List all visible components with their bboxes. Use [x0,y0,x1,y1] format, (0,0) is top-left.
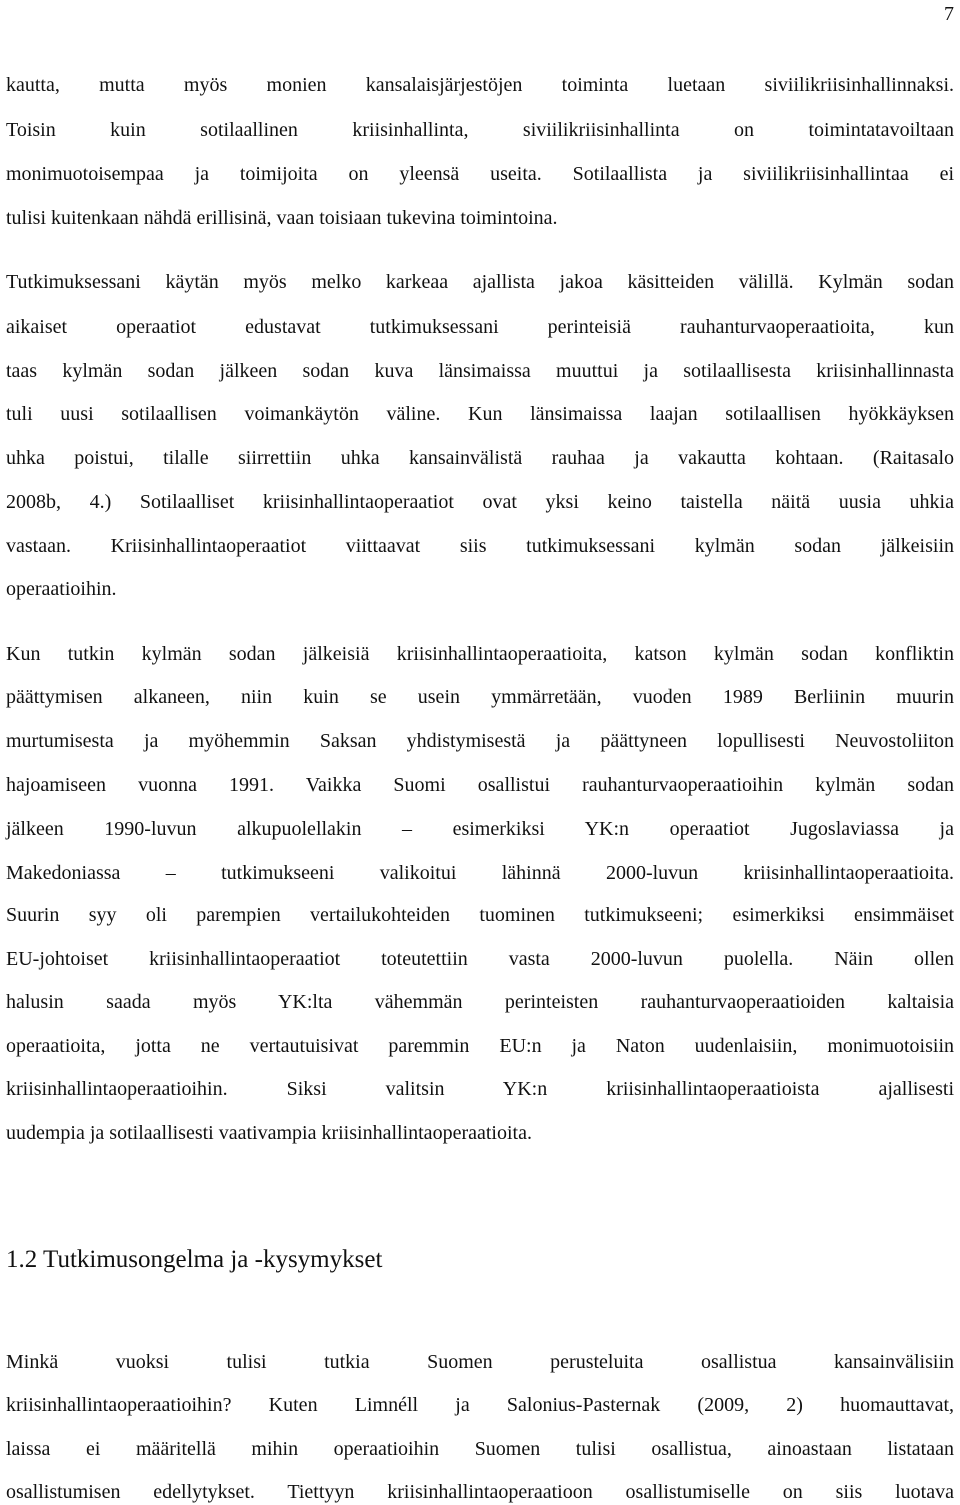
text-line: halusin saada myös YK:lta vähemmän perinteisten rauhanturvaoperaatioiden kaltaisia [6,991,954,1013]
text-line: taas kylmän sodan jälkeen sodan kuva länsimaissa muuttui ja sotilaallisesta kriisinhallinnasta [6,360,954,382]
text-line: jälkeen 1990-luvun alkupuolellakin – esimerkiksi YK:n operaatiot Jugoslaviassa ja [6,818,954,840]
text-line: osallistumisen edellytykset. Tiettyyn kriisinhallintaoperaatioon osallistumiselle on siis luotava [6,1481,954,1503]
text-line: murtumisesta ja myöhemmin Saksan yhdistymisestä ja päättyneen lopullisesti Neuvostoliiton [6,730,954,752]
text-line: vastaan. Kriisinhallintaoperaatiot viittaavat siis tutkimuksessani kylmän sodan jälkeisiin [6,535,954,557]
text-line: kautta, mutta myös monien kansalaisjärjestöjen toiminta luetaan siviilikriisinhallinnaksi. [6,74,954,96]
text-line: laissa ei määritellä mihin operaatioihin Suomen tulisi osallistua, ainoastaan listataan [6,1438,954,1460]
text-line: operaatioihin. [6,578,117,600]
text-line: Makedoniassa – tutkimukseeni valikoitui lähinnä 2000-luvun kriisinhallintaoperaatioita. [6,862,954,884]
text-line: Suurin syy oli parempien vertailukohteiden tuominen tutkimukseeni; esimerkiksi ensimmäiset [6,904,954,926]
text-line: monimuotoisempaa ja toimijoita on yleensä useita. Sotilaallista ja siviilikriisinhallintaa ei [6,163,954,185]
text-line: Tutkimuksessani käytän myös melko karkeaa ajallista jakoa käsitteiden välillä. Kylmän sodan [6,271,954,293]
text-line: tuli uusi sotilaallisen voimankäytön väline. Kun länsimaissa laajan sotilaallisen hyökkäyksen [6,403,954,425]
text-line: aikaiset operaatiot edustavat tutkimuksessani perinteisiä rauhanturvaoperaatioita, kun [6,316,954,338]
text-line: hajoamiseen vuonna 1991. Vaikka Suomi osallistui rauhanturvaoperaatioihin kylmän sodan [6,774,954,796]
text-line: operaatioita, jotta ne vertautuisivat paremmin EU:n ja Naton uudenlaisiin, monimuotoisiin [6,1035,954,1057]
text-line: kriisinhallintaoperaatioihin? Kuten Limnéll ja Salonius-Pasternak (2009, 2) huomauttavat, [6,1394,954,1416]
page-number: 7 [944,3,954,25]
text-line: Toisin kuin sotilaallinen kriisinhallinta, siviilikriisinhallinta on toimintatavoiltaan [6,119,954,141]
text-line: Kun tutkin kylmän sodan jälkeisiä kriisinhallintaoperaatioita, katson kylmän sodan konfliktin [6,643,954,665]
text-line: tulisi kuitenkaan nähdä erillisinä, vaan toisiaan tukevina toimintoina. [6,207,558,229]
text-line: 2008b, 4.) Sotilaalliset kriisinhallintaoperaatiot ovat yksi keino taistella näitä uusia uhkia [6,491,954,513]
text-line: Minkä vuoksi tulisi tutkia Suomen perusteluita osallistua kansainvälisiin [6,1351,954,1373]
section-heading: 1.2 Tutkimusongelma ja -kysymykset [6,1246,383,1273]
text-line: uhka poistui, tilalle siirrettiin uhka kansainvälistä rauhaa ja vakautta kohtaan. (Raitasalo [6,447,954,469]
text-line: uudempia ja sotilaallisesti vaativampia kriisinhallintaoperaatioita. [6,1122,532,1144]
text-line: kriisinhallintaoperaatioihin. Siksi valitsin YK:n kriisinhallintaoperaatioista ajallisesti [6,1078,954,1100]
text-line: EU-johtoiset kriisinhallintaoperaatiot toteutettiin vasta 2000-luvun puolella. Näin ollen [6,948,954,970]
text-line: päättymisen alkaneen, niin kuin se usein ymmärretään, vuoden 1989 Berliinin muurin [6,686,954,708]
